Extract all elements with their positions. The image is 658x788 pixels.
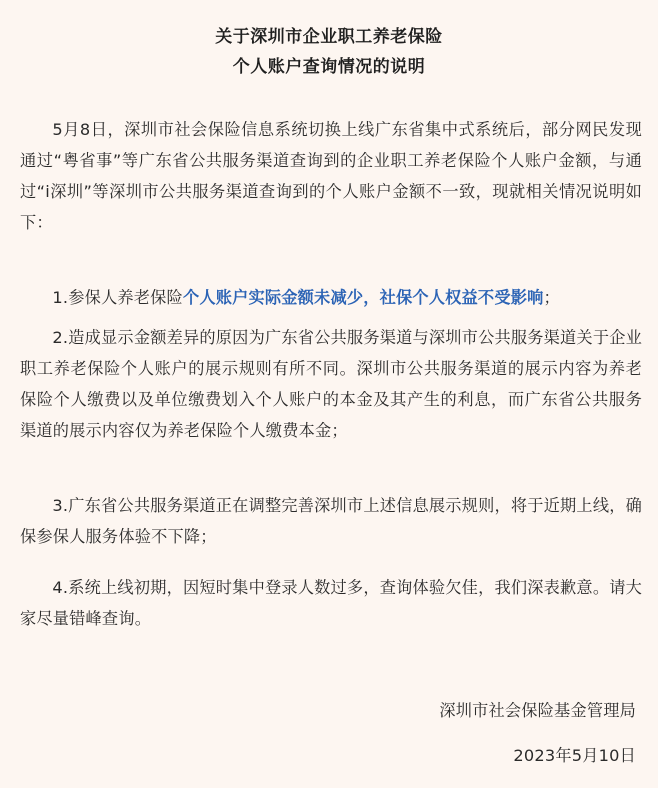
- item-1-highlight: 个人账户实际金额未减少，社保个人权益不受影响: [182, 288, 544, 307]
- item-4-paragraph: 4.系统上线初期，因短时集中登录人数过多，查询体验欠佳，我们深表歉意。请大家尽量错峰查询。: [20, 578, 642, 628]
- item-1-paragraph: [20, 282, 642, 313]
- document-title-line-1: 关于深圳市企业职工养老保险: [215, 27, 443, 47]
- item-1-prefix: 1.参保人养老保险: [52, 288, 183, 307]
- item-3-paragraph: 3.广东省公共服务渠道正在调整完善深圳市上述信息展示规则，将于近期上线，确保参保人服务体验不下降；: [20, 496, 642, 546]
- document-title-line-2: 个人账户查询情况的说明: [232, 57, 426, 77]
- item-2-paragraph: 2.造成显示金额差异的原因为广东省公共服务渠道与深圳市公共服务渠道关于企业职工养老保险个人账户的展示规则有所不同。深圳市公共服务渠道的展示内容为养老保险个人缴费以及单位缴费划入个人账户的本金及其产生的利息，而广东省公共服务渠道的展示内容仅为养老保险个人缴费本金；: [20, 328, 642, 440]
- issuing-organization: 深圳市社会保险基金管理局: [439, 701, 636, 720]
- item-1-suffix: ；: [543, 288, 560, 307]
- issue-date: 2023年5月10日: [513, 746, 636, 765]
- intro-paragraph: 5月8日，深圳市社会保险信息系统切换上线广东省集中式系统后，部分网民发现通过“粤省事”等广东省公共服务渠道查询到的企业职工养老保险个人账户金额，与通过“i深圳”等深圳市公共服务渠道查询到的个人账户金额不一致，现就相关情况说明如下：: [20, 120, 642, 232]
